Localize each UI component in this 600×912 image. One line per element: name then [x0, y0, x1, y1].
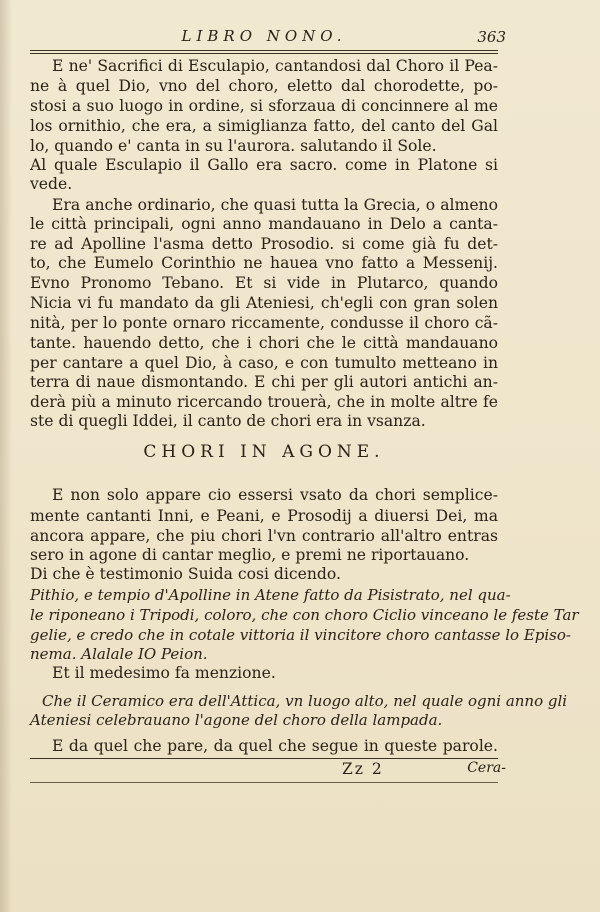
running-title: LIBRO NONO. [181, 27, 347, 45]
catchword: Cera- [467, 760, 506, 776]
text-line: ste di quegli Iddei, il canto de chori era in vsanza. [30, 412, 426, 430]
quote-line: gelie, e credo che in cotale vittoria il vincitore choro cantasse lo Episo- [30, 626, 571, 644]
text-line: Evno Pronomo Tebano. Et si vide in Plutarco, quando [30, 274, 498, 292]
footer-rule-lower [30, 782, 498, 783]
text-line: ne à quel Dio, vno del choro, eletto dal chorodette, po- [30, 77, 498, 95]
text-line: stosi a suo luogo in ordine, si sforzaua di concinnere al me [30, 97, 498, 115]
text-line: mente cantanti Inni, e Peani, e Prosodij a diuersi Dei, ma [30, 507, 498, 525]
section-title: CHORI IN AGONE. [143, 442, 385, 462]
text-line: Di che è testimonio Suida cosi dicendo. [30, 565, 341, 583]
text-line: ancora appare, che piu chori l'vn contrario all'altro entras [30, 527, 498, 545]
text-line: nità, per lo ponte ornaro riccamente, condusse il choro cã- [30, 314, 498, 332]
header-rule [30, 53, 498, 54]
text-line: vede. [30, 175, 73, 193]
text-line: E ne' Sacrifici di Esculapio, cantandosi dal Choro il Pea- [52, 57, 498, 75]
signature-mark: Zz 2 [342, 760, 384, 778]
text-line: sero in agone di cantar meglio, e premi ne riportauano. [30, 546, 470, 564]
text-line: re ad Apolline l'asma detto Prosodio. si come già fu det- [30, 235, 498, 253]
text-line: Al quale Esculapio il Gallo era sacro. come in Platone si [30, 156, 498, 174]
quote-line: le riponeano i Tripodi, coloro, che con choro Ciclio vinceano le feste Tar [30, 606, 579, 624]
text-line: terra di naue dismontando. E chi per gli autori antichi an- [30, 373, 498, 391]
text-line: tante. hauendo detto, che i chori che le città mandauano [30, 334, 498, 352]
text-line: E da quel che pare, da quel che segue in queste parole. [52, 737, 498, 755]
text-line: to, che Eumelo Corinthio ne hauea vno fatto a Messenij. [30, 254, 498, 272]
quote-line: nema. Alalale IO Peion. [30, 645, 208, 663]
running-header [30, 24, 506, 51]
text-line: le città principali, ogni anno mandauano in Delo a canta- [30, 215, 498, 233]
gutter-shadow [0, 0, 12, 912]
footer-rule [30, 758, 498, 759]
quote-line: Che il Ceramico era dell'Attica, vn luogo alto, nel quale ogni anno gli [42, 692, 568, 710]
text-line: per cantare a quel Dio, à caso, e con tumulto metteano in [30, 354, 498, 372]
quote-line: Ateniesi celebrauano l'agone del choro della lampada. [30, 711, 443, 729]
quote-line: Pithio, e tempio d'Apolline in Atene fatto da Pisistrato, nel qua- [30, 586, 511, 604]
text-line: Et il medesimo fa menzione. [52, 664, 276, 682]
text-line: lo, quando e' canta in su l'aurora. salutando il Sole. [30, 137, 437, 155]
text-line: Era anche ordinario, che quasi tutta la Grecia, o almeno [52, 196, 498, 214]
text-line: los ornithio, che era, a simiglianza fatto, del canto del Gal [30, 117, 498, 135]
text-line: derà più a minuto ricercando trouerà, che in molte altre fe [30, 393, 498, 411]
page-number: 363 [477, 28, 506, 46]
text-line: Nicia vi fu mandato da gli Ateniesi, ch'egli con gran solen [30, 294, 498, 312]
text-line: E non solo appare cio essersi vsato da chori semplice- [52, 486, 498, 504]
